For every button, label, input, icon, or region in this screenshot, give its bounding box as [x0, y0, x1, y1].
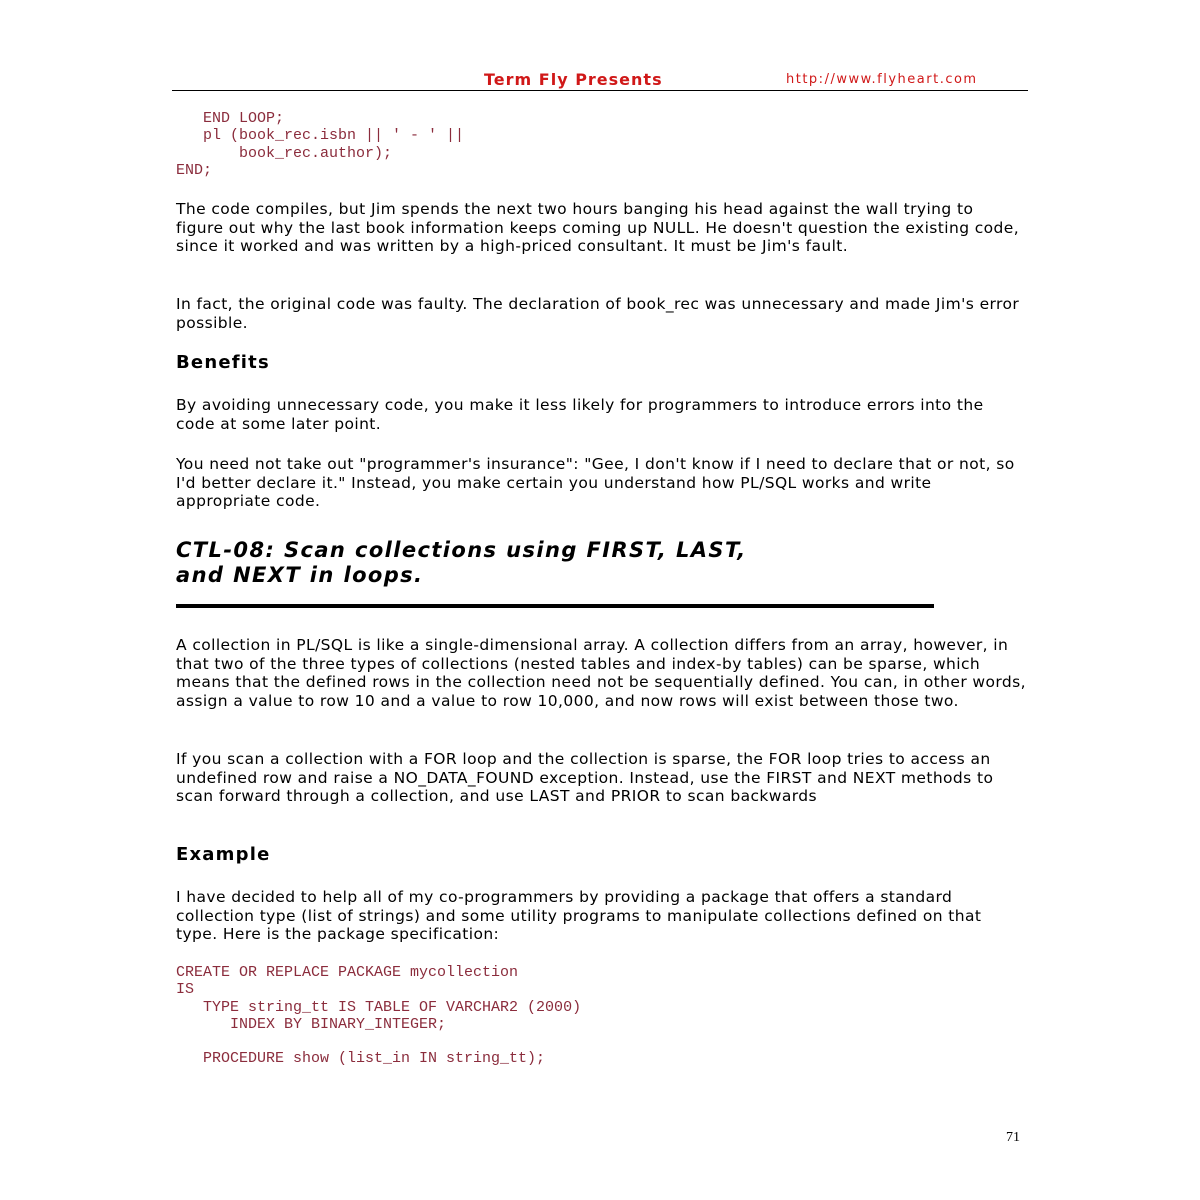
header-url[interactable]: http://www.flyheart.com [786, 72, 978, 87]
paragraph-original-code-faulty: In fact, the original code was faulty. The declaration of book_rec was unnecessary and made Jim's error possible. [176, 295, 1020, 332]
code-block-package-spec: CREATE OR REPLACE PACKAGE mycollection IS TYPE string_tt IS TABLE OF VARCHAR2 (2000) INDEX BY BINARY_INTEGER; PROCEDURE show (list_in IN string_tt); [176, 964, 582, 1068]
page-header [172, 68, 1028, 91]
heading-benefits: Benefits [176, 352, 270, 373]
page-number: 71 [1006, 1130, 1020, 1145]
paragraph-benefits-2: You need not take out "programmer's insurance": "Gee, I don't know if I need to declare that or not, so I'd better declare it." Instead, you make certain you understand how PL/SQL works and write appropriate code. [176, 455, 1015, 510]
header-title: Term Fly Presents [484, 70, 663, 89]
section-title [176, 538, 936, 588]
paragraph-collection-intro: A collection in PL/SQL is like a single-dimensional array. A collection differs from an array, however, in that two of the three types of collections (nested tables and index-by tables) can be sparse, which means that the defined rows in the collection need not be sequentially defined. You can, in other words, assign a value to row 10 and a value to row 10,000, and now rows will exist between those two. [176, 636, 1026, 710]
section-title-line-1: CTL-08: Scan collections using FIRST, LAST, [176, 538, 747, 562]
paragraph-jim-debugging: The code compiles, but Jim spends the next two hours banging his head against the wall trying to figure out why the last book information keeps coming up NULL. He doesn't question the existing code, since it worked and was written by a high-priced consultant. It must be Jim's fault. [176, 200, 1020, 255]
paragraph-for-loop: If you scan a collection with a FOR loop and the collection is sparse, the FOR loop tries to access an undefined row and raise a NO_DATA_FOUND exception. Instead, use the FIRST and NEXT methods to scan forward through a collection, and use LAST and PRIOR to scan backwards [176, 750, 994, 805]
paragraph-example-intro: I have decided to help all of my co-programmers by providing a package that offers a standard collection type (list of strings) and some utility programs to manipulate collections defined on that type. Here is the package specification: [176, 888, 982, 943]
section-title-line-2: and NEXT in loops. [176, 563, 424, 587]
section-divider [176, 604, 934, 608]
paragraph-benefits-1: By avoiding unnecessary code, you make it less likely for programmers to introduce errors into the code at some later point. [176, 396, 984, 433]
heading-example: Example [176, 844, 271, 865]
code-block-end-loop: END LOOP; pl (book_rec.isbn || ' - ' || book_rec.author); END; [176, 110, 465, 179]
